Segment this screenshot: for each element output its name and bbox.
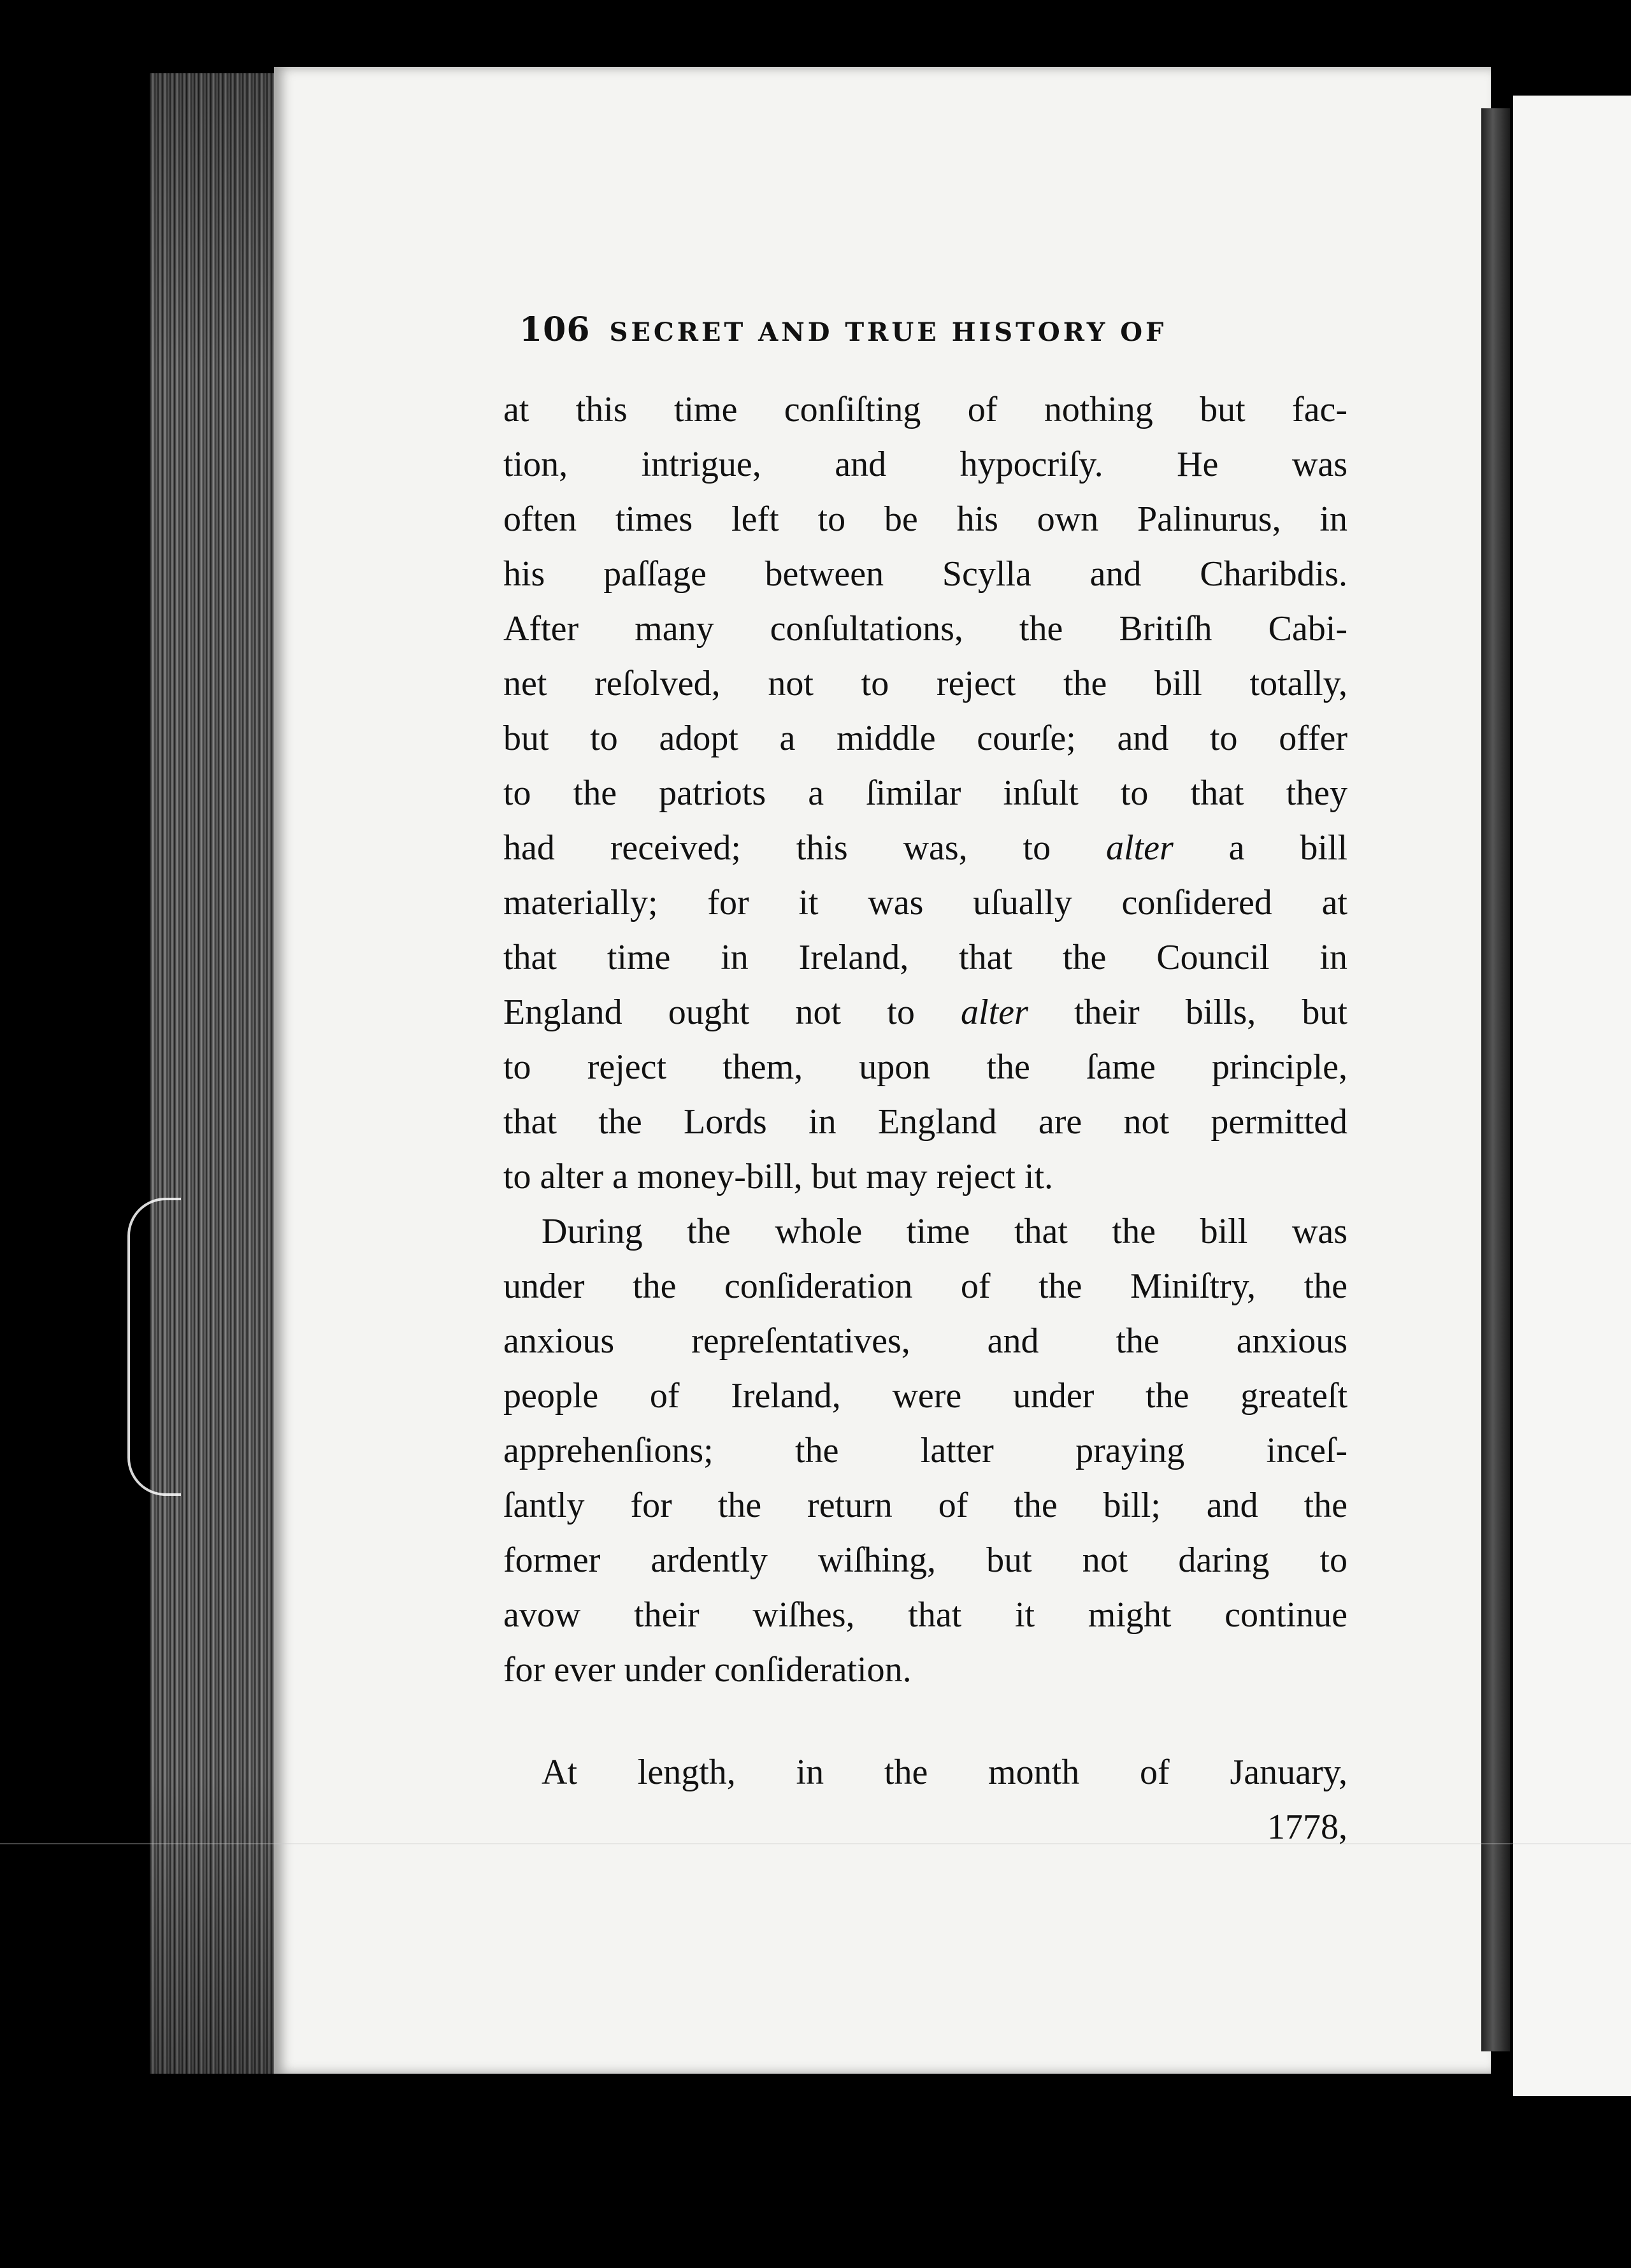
running-title: SECRET AND TRUE HISTORY OF [609,317,1167,347]
text-line: people of Ireland, were under the greateſt [503,1376,1347,1416]
text-line: but to adopt a middle courſe; and to offer [503,719,1347,758]
text-line: England ought not to alter their bills, but [503,993,1347,1032]
text-line: that time in Ireland, that the Council in [503,938,1347,977]
text-line: had received; this was, to alter a bill [503,828,1348,868]
text-line: former ardently wiſhing, but not daring to [503,1540,1347,1580]
text-line: materially; for it was uſually conſidered at [503,883,1347,922]
text-line: often times left to be his own Palinurus, in [503,499,1347,539]
text-line: anxious repreſentatives, and the anxious [503,1321,1347,1361]
text-line: tion, intrigue, and hypocriſy. He was [503,445,1347,484]
page-number: 106 [519,310,591,349]
text-line: that the Lords in England are not permitted [503,1102,1347,1142]
text-line: at this time conſiſting of nothing but fac- [503,390,1347,429]
facing-page-edge [1513,96,1631,2096]
text-line: under the conſideration of the Miniſtry, the [503,1267,1347,1306]
catchword: 1778, [1267,1807,1347,1847]
text-line: At length, in the month of January, [542,1753,1347,1792]
text-line: avow their wiſhes, that it might continue [503,1595,1347,1635]
text-line: During the whole time that the bill was [542,1212,1347,1251]
text-line: to alter a money-bill, but may reject it. [503,1157,1054,1196]
page-gutter-shadow [1481,108,1510,2051]
text-line: After many conſultations, the Britiſh Cabi- [503,609,1347,649]
text-line: apprehenſions; the latter praying inceſ- [503,1431,1347,1470]
italic-word: alter [1105,828,1174,868]
margin-mark [127,1198,181,1496]
body-text [503,382,1347,1855]
paragraph-gap [503,1697,1347,1745]
running-head [519,310,1360,349]
text-line: for ever under conſideration. [503,1650,912,1690]
page-edges [150,73,277,2074]
text-line: ſantly for the return of the bill; and the [503,1486,1347,1525]
text-line: to reject them, upon the ſame principle, [503,1047,1347,1087]
text-line: to the patriots a ſimilar inſult to that they [503,773,1347,813]
italic-word: alter [961,993,1028,1032]
text-line: his paſſage between Scylla and Charibdis. [503,554,1347,594]
text-line: net reſolved, not to reject the bill totally, [503,664,1347,703]
